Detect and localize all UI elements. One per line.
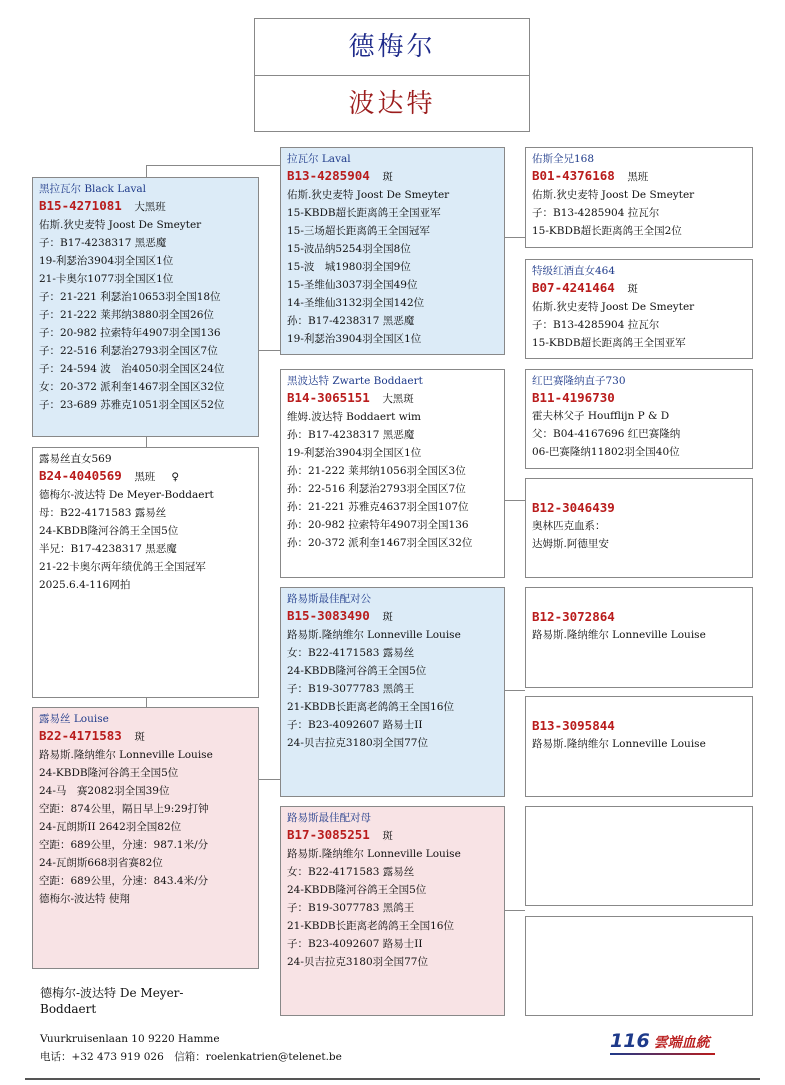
color-label: 大黑班 [134,201,166,213]
connector [146,165,147,177]
card-line: 佑斯.狄史麦特 Joost De Smeyter [532,189,695,201]
connector [146,698,147,707]
logo-text: 雲端血統 [653,1035,710,1051]
title-box [254,18,530,132]
card-line: 24-瓦朗斯668羽省赛82位 [39,857,163,869]
card-line: 24-贝吉拉克3180羽全国77位 [287,956,428,968]
color-label: 大黑斑 [382,393,414,405]
card-line: 女：B22-4171583 露易丝 [287,647,415,659]
logo-number: 116 [610,1030,650,1052]
card-line: 孙：22-516 利瑟治2793羽全国区7位 [287,483,466,495]
color-label: 黑班 [134,471,156,483]
card-line: 路易斯.隆纳维尔 Lonneville Louise [39,749,213,761]
card-line: 21-KBDB长距离老鸽鸽王全国16位 [287,920,454,932]
card-line: 15-KBDB超长距离鸽王全国亚军 [532,337,686,349]
card-line: 孙：B17-4238317 黑恶魔 [287,429,415,441]
connector [259,350,280,351]
card-line: 子：B17-4238317 黑恶魔 [39,237,167,249]
card-line: 女：B22-4171583 露易丝 [287,866,415,878]
card-line: 15-三场超长距离鸽王全国冠军 [287,225,430,237]
card-header: 拉瓦尔 Laval [287,153,351,165]
card-line: 子：B23-4092607 路易士II [287,719,423,731]
card-line: 女：20-372 派利奎1467羽全国区32位 [39,381,225,393]
card-header: 路易斯最佳配对母 [287,812,371,824]
ring-number: B15-3083490 斑 [287,608,393,623]
card-header: 特级红酒直女464 [532,265,616,277]
card-line: 子：20-982 拉索特年4907羽全国136 [39,327,221,339]
card-line: 孙：21-221 苏雅克4637羽全国107位 [287,501,469,513]
title-line1: 德梅尔 [255,19,529,76]
ring-number: B11-4196730 [532,390,615,405]
pedigree-card-sdd [525,478,753,578]
pedigree-card-sss [525,147,753,248]
card-line: 半兄：B17-4238317 黑恶魔 [39,543,177,555]
card-line: 21-22卡奥尔两年绩优鸽王全国冠军 [39,561,206,573]
card-line: 15-圣维仙3037羽全国49位 [287,279,418,291]
card-line: 06-巴赛隆纳11802羽全国40位 [532,446,680,458]
card-line: 2025.6.4-116网拍 [39,579,131,591]
card-line: 14-圣维仙3132羽全国142位 [287,297,425,309]
breeder-contact: 电话：+32 473 919 026 信箱：roelenkatrien@telenet.be [40,1051,342,1063]
ring-number: B14-3065151 大黑斑 [287,390,414,405]
card-line: 21-卡奥尔1077羽全国区1位 [39,273,174,285]
card-line: 德梅尔-波达特 使翔 [39,893,130,905]
ring-number: B07-4241464 斑 [532,280,638,295]
ring-number: B12-3072864 [532,609,615,624]
card-line: 空距：689公里，分速：843.4米/分 [39,875,209,887]
connector [504,500,525,501]
connector [146,165,280,166]
pedigree-card-sire [32,177,259,437]
card-line: 父：B04-4167696 红巴赛隆纳 [532,428,681,440]
card-header: 佑斯全兄168 [532,153,595,165]
ring-number: B12-3046439 [532,500,615,515]
pedigree-card-sds [525,369,753,469]
logo-underline [610,1053,715,1055]
ring-number: B13-3095844 [532,718,615,733]
card-line: 子：21-221 利瑟治10653羽全国18位 [39,291,221,303]
color-label: 斑 [382,611,393,623]
card-line: 15-KBDB超长距离鸽王全国2位 [532,225,682,237]
pedigree-card-dds-empty [525,806,753,906]
card-line: 空距：874公里，隔日早上9:29打钟 [39,803,209,815]
pedigree-card-dam [32,707,259,969]
connector [259,779,280,780]
breeder-name-cont: Boddaert [40,1002,97,1016]
card-line: 空距：689公里，分速：987.1米/分 [39,839,209,851]
card-header: 路易斯最佳配对公 [287,593,371,605]
breeder-name: 德梅尔-波达特 De Meyer- [40,986,184,1000]
pedigree-card-dss [525,587,753,688]
card-line: 路易斯.隆纳维尔 Lonneville Louise [287,629,461,641]
card-line: 24-KBDB隆河谷鸽王全国5位 [287,884,427,896]
color-label: 斑 [627,283,638,295]
ring-number: B01-4376168 黑班 [532,168,649,183]
card-line: 24-KBDB隆河谷鸽王全国5位 [39,525,179,537]
card-line: 德梅尔-波达特 De Meyer-Boddaert [39,489,214,501]
card-line: 24-贝吉拉克3180羽全国77位 [287,737,428,749]
footer-divider [25,1078,760,1080]
ring-number: B24-4040569 黑班 ♀ [39,468,179,483]
card-header: 红巴赛隆纳直子730 [532,375,626,387]
connector [146,437,147,447]
pedigree-card-sire-dam [280,369,505,578]
card-header: 露易丝直女569 [39,453,112,465]
pedigree-card-sire-sire [280,147,505,355]
card-line: 21-KBDB长距离老鸽鸽王全国16位 [287,701,454,713]
connector [504,910,525,911]
card-line: 奥林匹克血系： [532,520,606,532]
color-label: 斑 [134,731,145,743]
connector [504,237,525,238]
pedigree-card-dam-dam [280,806,505,1016]
card-line: 子：B19-3077783 黑鸽王 [287,683,415,695]
card-header: 黑拉瓦尔 Black Laval [39,183,147,195]
breeder-address: Vuurkruisenlaan 10 9220 Hamme [40,1033,220,1045]
card-line: 孙：B17-4238317 黑恶魔 [287,315,415,327]
pedigree-card-ssd [525,259,753,359]
ring-number: B22-4171583 斑 [39,728,145,743]
sex-symbol: ♀ [171,471,179,483]
card-line: 15-波 城1980羽全国9位 [287,261,411,273]
card-line: 霍夫林父子 Houfflijn P & D [532,410,670,422]
card-line: 15-KBDB超长距离鸽王全国亚军 [287,207,441,219]
color-label: 黑班 [627,171,649,183]
card-line: 孙：21-222 莱邦纳1056羽全国区3位 [287,465,466,477]
card-line: 24-KBDB隆河谷鸽王全国5位 [287,665,427,677]
title-line2: 波达特 [348,89,436,119]
card-line: 子：22-516 利瑟治2793羽全国区7位 [39,345,218,357]
card-line: 佑斯.狄史麦特 Joost De Smeyter [39,219,202,231]
card-line: 24-马 赛2082羽全国39位 [39,785,170,797]
card-line: 子：23-689 苏雅克1051羽全国区52位 [39,399,225,411]
card-line: 子：B19-3077783 黑鸽王 [287,902,415,914]
card-line: 孙：20-372 派利奎1467羽全国区32位 [287,537,473,549]
card-line: 佑斯.狄史麦特 Joost De Smeyter [532,301,695,313]
card-line: 孙：20-982 拉索特年4907羽全国136 [287,519,469,531]
color-label: 斑 [382,830,393,842]
card-line: 佑斯.狄史麦特 Joost De Smeyter [287,189,450,201]
card-line: 24-KBDB隆河谷鸽王全国5位 [39,767,179,779]
card-line: 母：B22-4171583 露易丝 [39,507,167,519]
ring-number: B13-4285904 斑 [287,168,393,183]
breeder-info [40,985,270,1017]
card-line: 19-利瑟治3904羽全国区1位 [287,447,422,459]
card-line: 路易斯.隆纳维尔 Lonneville Louise [532,629,706,641]
card-line: 路易斯.隆纳维尔 Lonneville Louise [287,848,461,860]
card-lines [39,216,252,414]
card-line: 路易斯.隆纳维尔 Lonneville Louise [532,738,706,750]
card-line: 维姆.波达特 Boddaert wim [287,411,422,423]
pedigree-card-ddd-empty [525,916,753,1016]
card-line: 子：21-222 莱邦纳3880羽全国26位 [39,309,214,321]
pedigree-card-subject [32,447,259,698]
card-line: 达姆斯.阿德里安 [532,538,609,550]
card-header: 黑波达特 Zwarte Boddaert [287,375,423,387]
pedigree-card-dam-sire [280,587,505,797]
pedigree-card-dsd [525,696,753,797]
card-line: 19-利瑟治3904羽全国区1位 [287,333,422,345]
connector [504,690,525,691]
ring-number: B15-4271081 大黑班 [39,198,166,213]
color-label: 斑 [382,171,393,183]
card-header: 露易丝 Louise [39,713,109,725]
card-line: 子：24-594 波 治4050羽全国区24位 [39,363,225,375]
ring-number: B17-3085251 斑 [287,827,393,842]
card-line: 19-利瑟治3904羽全国区1位 [39,255,174,267]
card-line: 15-波品纳5254羽全国8位 [287,243,411,255]
brand-logo [610,1030,730,1056]
card-line: 子：B13-4285904 拉瓦尔 [532,319,660,331]
card-line: 24-瓦朗斯II 2642羽全国82位 [39,821,182,833]
card-line: 子：B13-4285904 拉瓦尔 [532,207,660,219]
card-line: 子：B23-4092607 路易士II [287,938,423,950]
